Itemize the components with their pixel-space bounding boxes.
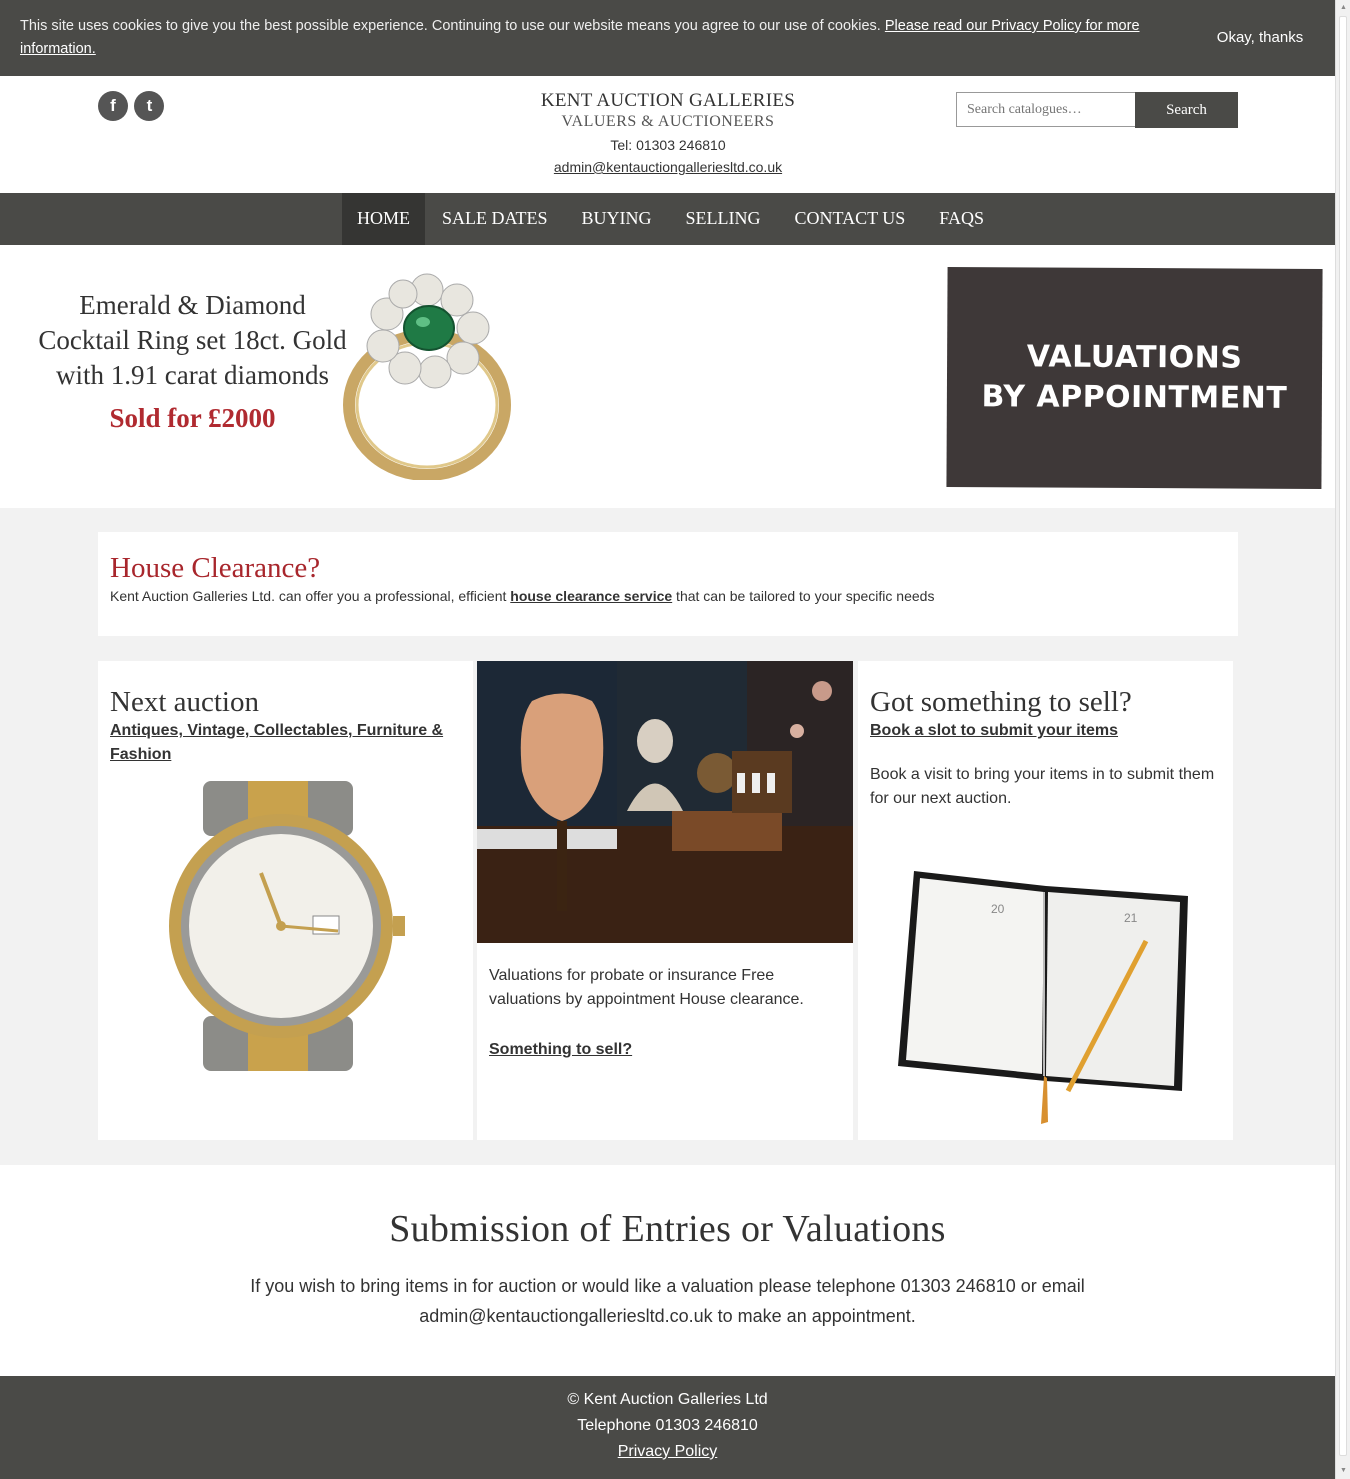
watch-image[interactable]	[163, 781, 408, 1071]
scroll-down-icon[interactable]: ▼	[1340, 1467, 1347, 1474]
header-email-link[interactable]: admin@kentauctiongalleriesltd.co.uk	[553, 159, 783, 175]
ring-line-3: with 1.91 carat diamonds	[56, 360, 329, 390]
next-auction-title: Next auction	[110, 686, 259, 718]
footer-copyright: © Kent Auction Galleries Ltd	[567, 1391, 768, 1408]
company-tagline: VALUERS & AUCTIONEERS	[561, 113, 775, 130]
scrollbar-thumb[interactable]	[1339, 16, 1347, 1456]
nav-selling[interactable]: SELLING	[685, 208, 761, 228]
nav-contact-us[interactable]: CONTACT US	[794, 208, 906, 228]
valuations-by-appointment-card[interactable]	[946, 267, 1322, 489]
cookie-banner	[0, 0, 1335, 76]
house-clearance-service-link[interactable]: house clearance service	[510, 588, 673, 604]
brand-block	[468, 90, 868, 177]
clearance-text-after: that can be tailored to your specific needs	[672, 588, 935, 604]
next-auction-link[interactable]: Antiques, Vintage, Collectables, Furniture & Fashion	[110, 722, 444, 763]
site-header	[0, 76, 1335, 193]
valuations-text: Valuations for probate or insurance Free valuations by appointment House clearance.	[489, 967, 804, 1008]
sell-title: Got something to sell?	[870, 686, 1132, 718]
ring-line-1: Emerald & Diamond	[79, 290, 306, 320]
cookie-accept-button[interactable]: Okay, thanks	[1216, 29, 1304, 46]
svg-text:20: 20	[991, 902, 1005, 916]
hero-banner	[0, 245, 1335, 508]
content-area	[0, 508, 1335, 1165]
ring-sold-price: Sold for £2000	[109, 403, 276, 433]
site-footer	[0, 1376, 1335, 1479]
submission-section	[0, 1165, 1335, 1376]
scroll-up-icon[interactable]: ▲	[1340, 4, 1347, 11]
submission-text: If you wish to bring items in for auction or would like a valuation please telephone 01303 246810 or email admin@kentauctiongalleriesltd.co.uk to make an appointment.	[250, 1276, 1085, 1326]
nav-buying[interactable]: BUYING	[581, 208, 652, 228]
valuations-card	[477, 661, 853, 1140]
social-links	[98, 91, 166, 121]
nav-faqs[interactable]: FAQS	[939, 208, 984, 228]
footer-telephone: Telephone 01303 246810	[577, 1417, 758, 1434]
valuations-line-2: BY APPOINTMENT	[981, 379, 1288, 416]
svg-text:21: 21	[1124, 911, 1138, 925]
ring-image	[335, 270, 525, 480]
privacy-policy-link[interactable]: Please read our Privacy Policy for more information.	[20, 18, 1140, 57]
cookie-message: This site uses cookies to give you the best possible experience. Continuing to use our website means you agree to our use of cookies.	[20, 18, 881, 34]
nav-home[interactable]: HOME	[342, 193, 425, 245]
submission-title: Submission of Entries or Valuations	[389, 1208, 946, 1250]
search-form	[956, 92, 1207, 127]
valuations-line-1: VALUATIONS	[1026, 339, 1243, 376]
clearance-text-before: Kent Auction Galleries Ltd. can offer you a professional, efficient	[110, 588, 511, 604]
house-clearance-text	[110, 588, 1226, 604]
cookie-text	[20, 15, 1180, 61]
next-auction-card	[98, 661, 473, 1140]
ring-line-2: Cocktail Ring set 18ct. Gold	[38, 325, 347, 355]
search-input[interactable]	[956, 92, 1136, 127]
sell-text: Book a visit to bring your items in to submit them for our next auction.	[870, 766, 1215, 807]
header-telephone: Tel: 01303 246810	[610, 137, 726, 153]
something-to-sell-link[interactable]: Something to sell?	[489, 1041, 633, 1058]
house-clearance-title: House Clearance?	[110, 552, 321, 584]
main-nav	[0, 193, 1335, 245]
ring-promo-text	[20, 288, 365, 436]
footer-privacy-link[interactable]: Privacy Policy	[617, 1443, 718, 1460]
search-button[interactable]: Search	[1135, 92, 1238, 128]
antiques-photo	[477, 661, 853, 943]
page-scrollbar[interactable]	[1335, 0, 1350, 1479]
book-slot-link[interactable]: Book a slot to submit your items	[870, 722, 1119, 739]
company-name[interactable]: KENT AUCTION GALLERIES	[540, 90, 796, 111]
diary-image[interactable]	[896, 866, 1196, 1131]
got-something-to-sell-card	[858, 661, 1233, 1140]
facebook-icon[interactable]: f	[98, 91, 128, 121]
nav-sale-dates[interactable]: SALE DATES	[442, 208, 548, 228]
twitter-icon[interactable]: t	[134, 91, 164, 121]
house-clearance-panel	[98, 532, 1238, 636]
